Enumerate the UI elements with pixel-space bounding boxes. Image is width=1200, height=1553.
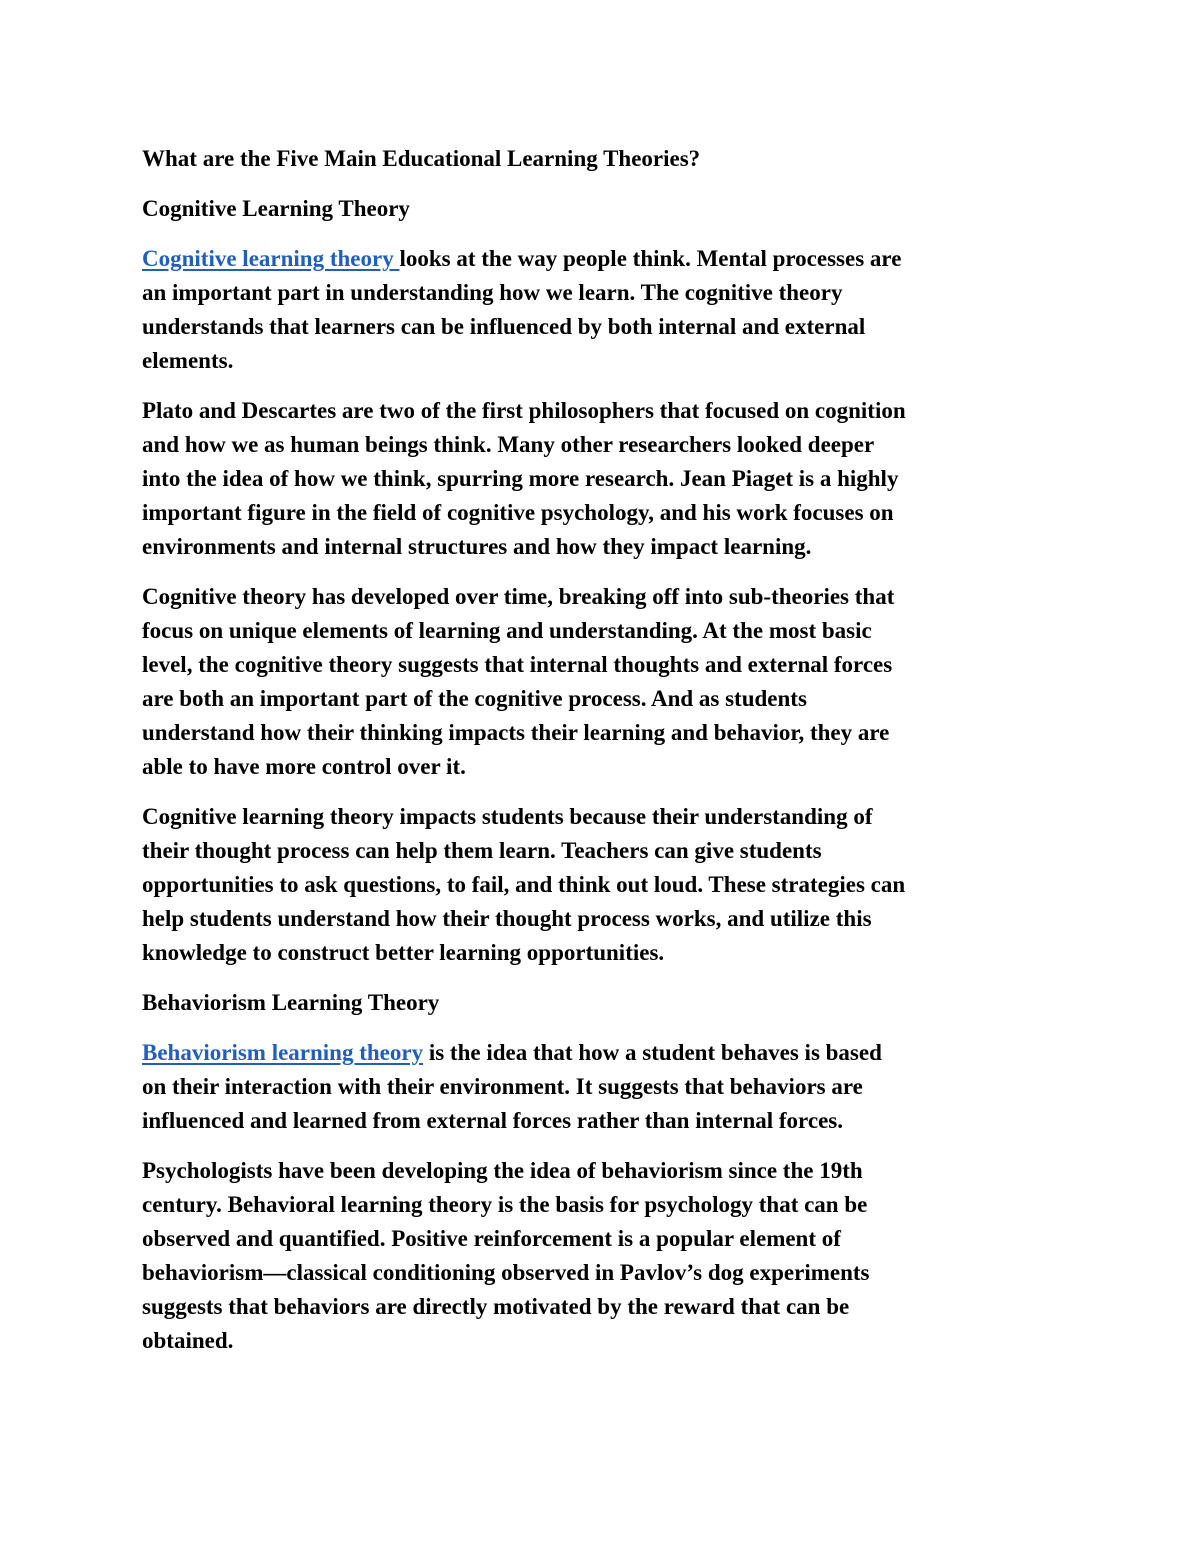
paragraph-line: influenced and learned from external forces rather than internal forces. (142, 1108, 843, 1133)
section-heading-cognitive: Cognitive Learning Theory (142, 196, 410, 221)
paragraph-line: Psychologists have been developing the idea of behaviorism since the 19th (142, 1158, 863, 1183)
paragraph-line: are both an important part of the cognitive process. And as students (142, 686, 807, 711)
paragraph-line (142, 1036, 1057, 1070)
paragraph-line: century. Behavioral learning theory is the basis for psychology that can be (142, 1192, 868, 1217)
paragraph-line: Cognitive theory has developed over time, breaking off into sub-theories that (142, 584, 895, 609)
paragraph-line: an important part in understanding how we learn. The cognitive theory (142, 280, 843, 305)
paragraph-line: able to have more control over it. (142, 754, 466, 779)
paragraph (142, 394, 1057, 564)
paragraph-line: elements. (142, 348, 234, 373)
paragraph-line: into the idea of how we think, spurring more research. Jean Piaget is a highly (142, 466, 899, 491)
paragraph-line: understand how their thinking impacts their learning and behavior, they are (142, 720, 890, 745)
behaviorism-learning-theory-link[interactable]: Behaviorism learning theory (142, 1040, 424, 1065)
paragraph-line: observed and quantified. Positive reinforcement is a popular element of (142, 1226, 841, 1251)
paragraph-line: opportunities to ask questions, to fail, and think out loud. These strategies can (142, 872, 906, 897)
paragraph-line: obtained. (142, 1328, 234, 1353)
paragraph-line: environments and internal structures and how they impact learning. (142, 534, 812, 559)
paragraph-line: suggests that behaviors are directly motivated by the reward that can be (142, 1294, 850, 1319)
paragraph-line: important figure in the field of cognitive psychology, and his work focuses on (142, 500, 894, 525)
paragraph-line: help students understand how their thought process works, and utilize this (142, 906, 872, 931)
section-heading-behaviorism: Behaviorism Learning Theory (142, 990, 440, 1015)
paragraph-line: level, the cognitive theory suggests that internal thoughts and external forces (142, 652, 893, 677)
paragraph-line: Plato and Descartes are two of the first philosophers that focused on cognition (142, 398, 906, 423)
paragraph-line: knowledge to construct better learning opportunities. (142, 940, 665, 965)
cognitive-learning-theory-link[interactable]: Cognitive learning theory (142, 246, 400, 271)
paragraph-line (142, 242, 1057, 276)
paragraph-line: and how we as human beings think. Many other researchers looked deeper (142, 432, 875, 457)
paragraph (142, 800, 1057, 970)
paragraph-line: Cognitive learning theory impacts students because their understanding of (142, 804, 873, 829)
paragraph (142, 1036, 1057, 1138)
paragraph-line: understands that learners can be influenced by both internal and external (142, 314, 866, 339)
paragraph-line: their thought process can help them learn. Teachers can give students (142, 838, 822, 863)
paragraph-line: behaviorism—classical conditioning observed in Pavlov’s dog experiments (142, 1260, 870, 1285)
paragraph-line: focus on unique elements of learning and understanding. At the most basic (142, 618, 872, 643)
paragraph-text: looks at the way people think. Mental processes are (399, 246, 902, 271)
paragraph-line: on their interaction with their environment. It suggests that behaviors are (142, 1074, 863, 1099)
document-page (142, 142, 1057, 1374)
paragraph (142, 580, 1057, 784)
paragraph-text: is the idea that how a student behaves is based (423, 1040, 882, 1065)
paragraph (142, 1154, 1057, 1358)
document-title: What are the Five Main Educational Learning Theories? (142, 146, 701, 171)
paragraph (142, 242, 1057, 378)
